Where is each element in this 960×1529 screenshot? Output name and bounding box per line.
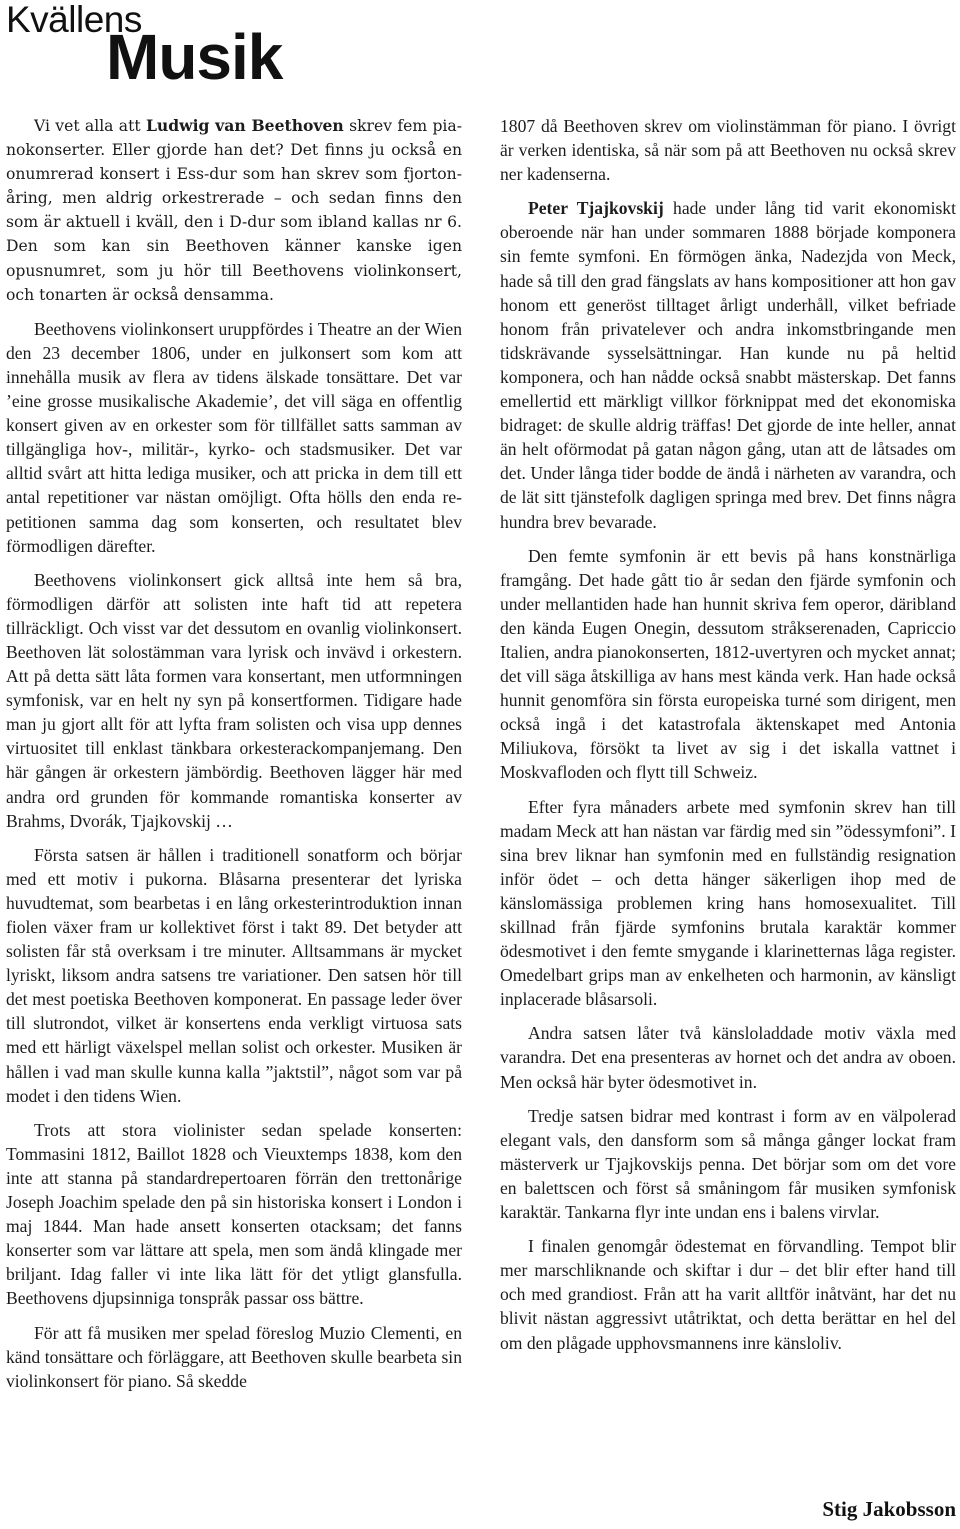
left-column: [6, 114, 462, 1393]
paragraph-third-movement: Tredje satsen bidrar med kontrast i form av en välpolerad elegant vals, den dansform som så många gånger lockat fram mästerverk ur Tjajkovskijs penna. Det börjar som om det vore en balettscen och först så småningom får musiken symfonisk karaktär. Tankarna flyr inte undan ens i balens virvlar.: [500, 1105, 956, 1223]
paragraph-movements: Första satsen är hållen i traditionell sonatform och börjar med ett motiv i pukorna. Blåsarna presenterar det lyriska huvudtemat, som bearbetas i en lång orkesterintroduktion innan fiolen växer fram ur kollektivet först i takt 89. Det betyder att solisten får stå overksam i tre minuter. Alltsammans är mycket lyriskt, liksom andra satsens tre variationer. Den satsen hör till det mest poetiska Beethoven komponerat. En passage leder över till slutrondot, vilket är konsertens enda verkligt virtuosa sats med ett härligt växelspel mellan solist och orkester. Musiken är hållen i vad man skulle kunna kalla ”jaktstil”, något som var på modet i den tidens Wien.: [6, 844, 462, 1106]
paragraph-piano-version: 1807 då Beethoven skrev om violinstämman för piano. I övrigt är verken identiska, så när som på att Beethoven nu också skrev ner kadenserna.: [500, 116, 956, 185]
page-title: Musik: [106, 21, 283, 93]
intro-text-start: Vi vet alla att: [34, 117, 146, 135]
paragraph-second-movement: Andra satsen låter två känsloladdade motiv växla med varandra. Det ena presenteras av hornet och det andra av oboen. Men också här byter ödesmotivet in.: [500, 1023, 956, 1092]
paragraph-finale: I finalen genomgår ödestemat en förvandling. Tempot blir mer marschliknande och skiftar i dur – det blir efter hand till och med grandiost. Från att ha varit alltför inåtvänt, har det nu blivit nästan aggressivt utåtriktat, och detta berättar en hel del om den plågade upphovsmannens inre känsloliv.: [500, 1236, 956, 1353]
section-kicker: Kvällens: [6, 0, 142, 40]
paragraph-premiere: Beethovens violinkonsert uruppfördes i Theatre an der Wien den 23 december 1806, under en julkonsert som kom att innehålla musik av flera av tidens älskade tonsättare. Det var ’eine grosse musikalische Akademie’, det vill säga en offentlig konsert given av en orkester som för tillfället satts samman av tillgängliga hov-, militär-, kyrko- och stadsmusiker. Det var alltid svårt att hitta lediga musiker, och att pricka in dem till ett antal repetitioner var nästan omöjligt. Ofta hölls den enda repetitionen samma dag som konserten, och resultatet blev förmodligen därefter.: [6, 318, 462, 556]
intro-paragraph: [6, 114, 462, 307]
paragraph-fifth-symphony: Den femte symfonin är ett bevis på hans konstnärliga framgång. Det hade gått tio år sedan den fjärde symfonin och under mellantiden hade han hunnit skriva fem operor, däribland den kända Eugen Onegin, dessutom stråkserenaden, Capriccio Italien, andra pianokonserten, 1812-uvertyren och mycket annat; det vill säga åtskilliga av hans mest kända verk. Han hade också hunnit genomföra sin första europeiska turné som dirigent, men också ingå i det katastrofala äktenskapet med Antonia Miliukova, försökt ta livet av sig i det iskalla vattnet i Moskvafloden och flytt till Schweiz.: [500, 545, 956, 783]
author-signature: Stig Jakobsson: [822, 1497, 956, 1521]
paragraph-tchaikovsky: [500, 196, 956, 533]
paragraph-violinists: Trots att stora violinister sedan spelade konserten: Tommasini 1812, Baillot 1828 och Vieuxtemps 1838, kom den inte att stanna på standardrepertoaren förrän den trettonårige Joseph Joachim spelade den på sin historiska konsert i London i maj 1844. Man hade ansett konserten otacksam; det fanns konserter som var lättare att spela, men som ändå klingade mer briljant. Idag faller vi inte lika lätt för det ytligt glansfulla. Beethovens djupsinniga tonspråk passar oss bättre.: [6, 1119, 462, 1309]
composer-name-beethoven: Ludwig van Beethoven: [145, 116, 344, 135]
tchaikovsky-text: hade under lång tid varit ekonomiskt oberoende när han under sommaren 1888 började komponera sin femte symfoni. En förmögen änka, Nadezjda von Meck, hade så till den grad fängslats av hans kompositioner att hon gav honom ett generöst tilltaget årligt underhåll, vilket befriade honom från privatelever och andra inkomstbringande men tidskrävande sysselsättningar. Han kunde nu på heltid komponera, och han nådde också snabbt mästerskap. Det fanns emellertid ett märkligt villkor förknippat med det ekonomiska bidraget: de skulle aldrig träffas! Det gjorde de inte heller, annat än helt oförmodat på gatan någon gång, utan att de låtsades om det. Under långa tider bodde de ändå i närheten av varandra, och de lät sitt tjänstefolk dagligen springa med brev. Det finns några hundra brev bevarade.: [500, 198, 956, 532]
paragraph-reception: Beethovens violinkonsert gick alltså inte hem så bra, förmodligen därför att solisten inte haft tid att repetera tillräckligt. Och visst var det dessutom en ovanlig violinkonsert. Beethoven lät solostämman vara lyrisk och invävd i orkestern. Att på detta sätt låta formen vara konsertant, men utformningen symfonisk, var en helt ny syn på konsertformen. Tidigare hade man ju gjort allt för att lyfta fram solisten och visa upp dennes virtuositet till enklast tänkbara orkesterackompanjemang. Den här gången är orkestern jämbördig. Beethoven lägger här med andra ord grunden för kommande romantiska konserter av Brahms, Dvorák, Tjajkovskij …: [6, 569, 462, 831]
paragraph-fate-symphony: Efter fyra månaders arbete med symfonin skrev han till madam Meck att han nästan var färdig med sin ”ödessymfoni”. I sina brev liknar han symfonin med en fullständig resignation inför ödet – och detta hänger säkerligen ihop med de känslomässiga problemen kring hans homosexualitet. Till skillnad från fjärde symfonins brutala karaktär kommer ödesmotivet i den femte smygande i klarinetternas låga register. Omedelbart grips man av enkelheten och harmonin, av känsligt inplacerade blåsarsoli.: [500, 796, 956, 1010]
paragraph-clementi: För att få musiken mer spelad föreslog Muzio Clementi, en känd tonsättare och förläggare, att Beethoven skulle bearbeta sin violinkonsert för piano. Så skedde: [6, 1322, 462, 1391]
composer-name-tchaikovsky: Peter Tjajkovskij: [528, 198, 664, 219]
intro-text-rest: skrev fem pianokonserter. Eller gjorde han det? Det finns ju också en onumrerad konsert i Ess-dur som han skrev som fjortonåring, men aldrig orkestrerade – och sedan finns den som är aktuell i kväll, den i D-dur som ibland kallas nr 6. Den som kan sin Beethoven känner kanske igen opusnumret, som ju hör till Beethovens violinkonsert, och tonarten är också densamma.: [6, 117, 462, 304]
right-column: [500, 114, 956, 1355]
